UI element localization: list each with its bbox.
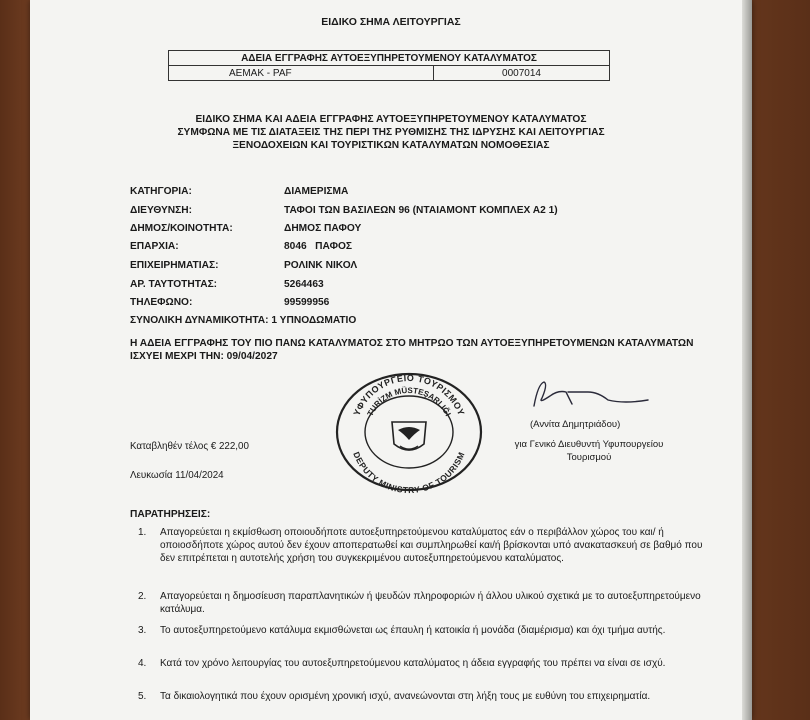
title-line: ΕΙΔΙΚΟ ΣΗΜΑ ΚΑΙ ΑΔΕΙΑ ΕΓΓΡΑΦΗΣ ΑΥΤΟΕΞΥΠΗΡΕΤΟΥΜΕΝΟΥ ΚΑΤΑΛΥΜΑΤΟΣ (195, 114, 587, 125)
field-district (130, 241, 352, 252)
fee-paid: Καταβληθέν τέλος € 222,00 (130, 441, 249, 452)
title-line: ΞΕΝΟΔΟΧΕΙΩΝ ΚΑΙ ΤΟΥΡΙΣΤΙΚΩΝ ΚΑΤΑΛΥΜΑΤΩΝ ΝΟΜΟΘΕΣΙΑΣ (232, 140, 550, 151)
field-value: 99599956 (284, 297, 330, 308)
stamp-text-bottom: DEPUTY MINISTRY OF TOURISM (351, 450, 467, 494)
remark-number: 2. (138, 591, 147, 602)
field-id-number (130, 279, 324, 290)
stamp-text-top: ΥΦΥΠΟΥΡΓΕΙΟ ΤΟΥΡΙΣΜΟΥ (351, 372, 467, 418)
remark-item (138, 590, 718, 616)
field-category (130, 186, 348, 197)
registration-validity-note: Η ΑΔΕΙΑ ΕΓΓΡΑΦΗΣ ΤΟΥ ΠΙΟ ΠΑΝΩ ΚΑΤΑΛΥΜΑΤΟΣ ΣΤΟ ΜΗΤΡΩΟ ΤΩΝ ΑΥΤΟΕΞΥΠΗΡΕΤΟΥΜΕΝΩΝ ΚΑΤΑΛΥΜΑΤΩΝ ΙΣΧΥΕΙ ΜΕΧΡΙ ΤΗΝ: 09/04/2027 (130, 338, 694, 362)
field-phone (130, 297, 329, 308)
remarks-title: ΠΑΡΑΤΗΡΗΣΕΙΣ: (130, 509, 211, 520)
top-heading: ΕΙΔΙΚΟ ΣΗΜΑ ΛΕΙΤΟΥΡΓΙΑΣ (321, 16, 461, 28)
field-value: ΡΟΛΙΝΚ ΝΙΚΟΛ (284, 260, 358, 271)
remark-number: 3. (138, 625, 147, 636)
field-label: ΑΡ. ΤΑΥΤΟΤΗΤΑΣ: (130, 279, 218, 290)
field-label: ΔΙΕΥΘΥΝΣΗ: (130, 205, 193, 216)
remark-text: Απαγορεύεται η δημοσίευση παραπλανητικών ή ψευδών πληροφοριών ή άλλου υλικού σχετικά με το αυτοεξυπηρετούμενο κατάλυμα. (160, 591, 701, 615)
remark-item (138, 526, 718, 565)
remark-item (138, 624, 718, 637)
svg-text:DEPUTY MINISTRY OF TOURISM (351, 450, 466, 494)
emblem-icon (392, 422, 426, 450)
remark-text: Το αυτοεξυπηρετούμενο κατάλυμα εκμισθώνεται ως έπαυλη ή κατοικία ή μονάδα (διαμέρισμα) και όχι τμήμα αυτής. (160, 625, 666, 636)
signatory-name: (Αννίτα Δημητριάδου) (530, 419, 621, 430)
ministry-stamp (332, 370, 486, 494)
remark-text: Απαγορεύεται η εκμίσθωση οποιουδήποτε αυτοεξυπηρετούμενου καταλύματος εάν ο περιβάλλον χώρος του και/ ή οποιοσδήποτε χώρος αυτού δεν έχουν αποπερατωθεί και συμπληρωθεί και/ή βρίσκονται υπό ανακατασκευή σε βαθμό που δεν επιτρέπεται η αυτοτελής χρήση του συγκεκριμένου αυτοεξυπηρετούμενου καταλύματος. (160, 527, 703, 564)
field-address (130, 205, 558, 216)
field-label: ΤΗΛΕΦΩΝΟ: (130, 297, 193, 308)
field-value: ΔΗΜΟΣ ΠΑΦΟΥ (284, 223, 362, 234)
document-title (30, 113, 752, 152)
remark-text: Κατά τον χρόνο λειτουργίας του αυτοεξυπηρετούμενου καταλύματος η άδεια εγγραφής του πρέπει να είναι σε ισχύ. (160, 658, 666, 669)
remark-number: 5. (138, 691, 147, 702)
signatory-role: για Γενικό Διευθυντή Υφυπουργείου Τουρισμού (514, 439, 664, 463)
field-label: ΚΑΤΗΓΟΡΙΑ: (130, 186, 192, 197)
license-number: 0007014 (434, 66, 610, 81)
field-label: ΕΠΙΧΕΙΡΗΜΑΤΙΑΣ: (130, 260, 219, 271)
field-value: ΤΑΦΟΙ ΤΩΝ ΒΑΣΙΛΕΩΝ 96 (ΝΤΑΙΑΜΟΝΤ ΚΟΜΠΛΕΧ Α2 1) (284, 205, 558, 216)
license-code: ΑΕΜΑΚ - PAF (169, 66, 434, 81)
remark-text: Τα δικαιολογητικά που έχουν ορισμένη χρονική ισχύ, ανανεώνονται στη λήξη τους με ευθύνη του επιχειρηματία. (160, 691, 651, 702)
license-table-header: ΑΔΕΙΑ ΕΓΓΡΑΦΗΣ ΑΥΤΟΕΞΥΠΗΡΕΤΟΥΜΕΝΟΥ ΚΑΤΑΛΥΜΑΤΟΣ (169, 51, 610, 66)
field-label: ΕΠΑΡΧΙΑ: (130, 241, 179, 252)
license-table (168, 50, 610, 81)
field-value: 8046 ΠΑΦΟΣ (284, 241, 352, 252)
page-edge-shadow (742, 0, 752, 720)
stamp-text-mid: TURİZM MÜSTEŞARLIĞI (365, 385, 453, 418)
field-label: ΔΗΜΟΣ/ΚΟΙΝΟΤΗΤΑ: (130, 223, 233, 234)
field-value: 5264463 (284, 279, 324, 290)
place-date: Λευκωσία 11/04/2024 (130, 470, 224, 481)
field-entrepreneur (130, 260, 357, 271)
title-line: ΣΥΜΦΩΝΑ ΜΕ ΤΙΣ ΔΙΑΤΑΞΕΙΣ ΤΗΣ ΠΕΡΙ ΤΗΣ ΡΥΘΜΙΣΗΣ ΤΗΣ ΙΔΡΥΣΗΣ ΚΑΙ ΛΕΙΤΟΥΡΓΙΑΣ (177, 127, 605, 138)
handwritten-signature (528, 378, 654, 412)
remark-number: 4. (138, 658, 147, 669)
field-capacity: ΣΥΝΟΛΙΚΗ ΔΥΝΑΜΙΚΟΤΗΤΑ: 1 ΥΠΝΟΔΩΜΑΤΙΟ (130, 315, 357, 326)
field-municipality (130, 223, 361, 234)
remark-item (138, 657, 718, 670)
document-sheet (30, 0, 752, 720)
remark-item (138, 690, 718, 703)
remark-number: 1. (138, 527, 147, 538)
field-value: ΔΙΑΜΕΡΙΣΜΑ (284, 186, 349, 197)
